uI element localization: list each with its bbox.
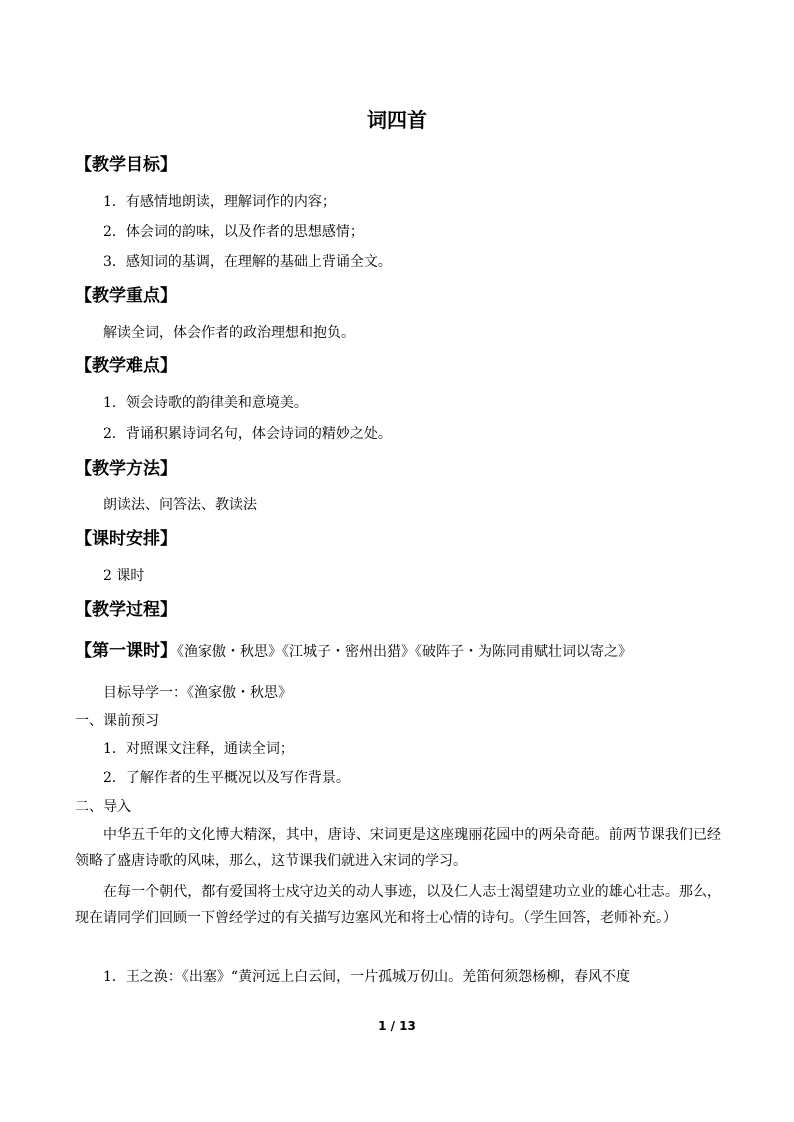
goal-item-3: 3．感知词的基调，在理解的基础上背诵全文。 bbox=[103, 254, 392, 270]
lesson1-poems: 《渔家傲・秋思》《江城子・密州出猎》《破阵子・为陈同甫赋壮词以寄之》 bbox=[177, 644, 632, 660]
heading-process: 【教学过程】 bbox=[75, 600, 177, 620]
guide-target-1: 目标导学一：《渔家傲・秋思》 bbox=[103, 685, 292, 701]
schedule-text: 2 课时 bbox=[103, 568, 145, 584]
key-points-text: 解读全词，体会作者的政治理想和抱负。 bbox=[103, 325, 355, 341]
preview-item-2: 2．了解作者的生平概况以及写作背景。 bbox=[103, 770, 350, 786]
intro-paragraph-1: 中华五千年的文化博大精深，其中，唐诗、宋词更是这座瑰丽花园中的两朵奇葩。前两节课我们已经领略了盛唐诗歌的风味，那么，这节课我们就进入宋词的学习。 bbox=[75, 827, 721, 869]
lesson1-label: 【第一课时】 bbox=[75, 641, 177, 661]
preview-item-1: 1．对照课文注释，通读全词； bbox=[103, 741, 294, 757]
preview-heading: 一、课前预习 bbox=[75, 713, 159, 729]
document-title: 词四首 bbox=[367, 108, 427, 132]
heading-key-points: 【教学重点】 bbox=[75, 286, 177, 306]
heading-methods: 【教学方法】 bbox=[75, 459, 177, 479]
goal-item-1: 1．有感情地朗读，理解词作的内容； bbox=[103, 194, 336, 210]
goal-item-2: 2．体会词的韵味，以及作者的思想感情； bbox=[103, 224, 364, 240]
page-indicator: 1 / 13 bbox=[378, 1019, 416, 1033]
example-line-1: 1．王之涣：《出塞》“黄河远上白云间，一片孤城万仞山。羌笛何须怨杨柳，春风不度 bbox=[103, 969, 631, 985]
methods-text: 朗读法、问答法、教读法 bbox=[103, 497, 257, 513]
intro-paragraph-2: 在每一个朝代，都有爱国将士戍守边关的动人事迹，以及仁人志士渴望建功立业的雄心壮志。那么，现在请同学们回顾一下曾经学过的有关描写边塞风光和将士心情的诗句。（学生回答，老师补充。） bbox=[75, 884, 721, 926]
intro-heading: 二、导入 bbox=[75, 799, 131, 815]
heading-teaching-goals: 【教学目标】 bbox=[75, 155, 177, 175]
heading-difficulties: 【教学难点】 bbox=[75, 356, 177, 376]
heading-schedule: 【课时安排】 bbox=[75, 529, 177, 549]
difficulty-item-2: 2．背诵积累诗词名句，体会诗词的精妙之处。 bbox=[103, 426, 392, 442]
lesson1-header bbox=[75, 636, 632, 661]
difficulty-item-1: 1．领会诗歌的韵律美和意境美。 bbox=[103, 395, 308, 411]
